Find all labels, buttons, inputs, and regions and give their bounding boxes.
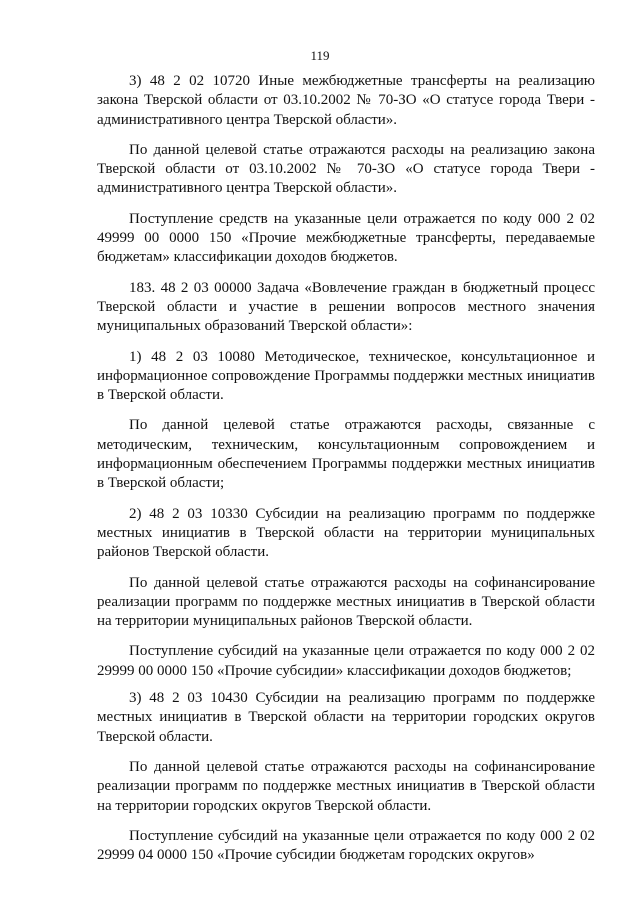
paragraph-3: Поступление средств на указанные цели отражается по коду 000 2 02 49999 00 0000 150 «Прочие межбюджетные трансферты, передаваемые бюджетам» классификации доходов бюджетов. bbox=[97, 210, 595, 266]
paragraph-12: Поступление субсидий на указанные цели отражается по коду 000 2 02 29999 04 0000 150 «Прочие субсидии бюджетам городских округов» bbox=[97, 827, 595, 864]
page-number: 119 bbox=[310, 48, 330, 63]
paragraph-6: По данной целевой статье отражаются расходы, связанные с методическим, техническим, консультационным сопровождением и информационным обеспечением Программы поддержки местных инициатив в Тверской области; bbox=[97, 417, 595, 492]
paragraph-4: 183. 48 2 03 00000 Задача «Вовлечение граждан в бюджетный процесс Тверской области и участие в решении вопросов местного значения муниципальных образований Тверской области»: bbox=[97, 279, 595, 335]
body-text bbox=[97, 72, 595, 876]
paragraph-7: 2) 48 2 03 10330 Субсидии на реализацию программ по поддержке местных инициатив в Тверской области на территории муниципальных районов Тверской области. bbox=[97, 505, 595, 561]
paragraph-10: 3) 48 2 03 10430 Субсидии на реализацию программ по поддержке местных инициатив в Тверской области на территории городских округов Тверской области. bbox=[97, 690, 595, 745]
paragraph-5: 1) 48 2 03 10080 Методическое, техническое, консультационное и информационное сопровождение Программы поддержки местных инициатив в Тверской области. bbox=[97, 348, 595, 404]
paragraph-8: По данной целевой статье отражаются расходы на софинансирование реализации программ по поддержке местных инициатив в Тверской области на территории муниципальных районов Тверской области. bbox=[97, 574, 595, 630]
paragraph-1: 3) 48 2 02 10720 Иные межбюджетные трансферты на реализацию закона Тверской области от 03.10.2002 № 70-ЗО «О статусе города Твери - административного центра Тверской области». bbox=[97, 73, 595, 128]
paragraph-11: По данной целевой статье отражаются расходы на софинансирование реализации программ по поддержке местных инициатив в Тверской области на территории городских округов Тверской области. bbox=[97, 758, 595, 814]
paragraph-2: По данной целевой статье отражаются расходы на реализацию закона Тверской области от 03.10.2002 № 70-ЗО «О статусе города Твери - административного центра Тверской области». bbox=[97, 141, 595, 197]
paragraph-9: Поступление субсидий на указанные цели отражается по коду 000 2 02 29999 00 0000 150 «Прочие субсидии» классификации доходов бюджетов; bbox=[97, 643, 595, 679]
